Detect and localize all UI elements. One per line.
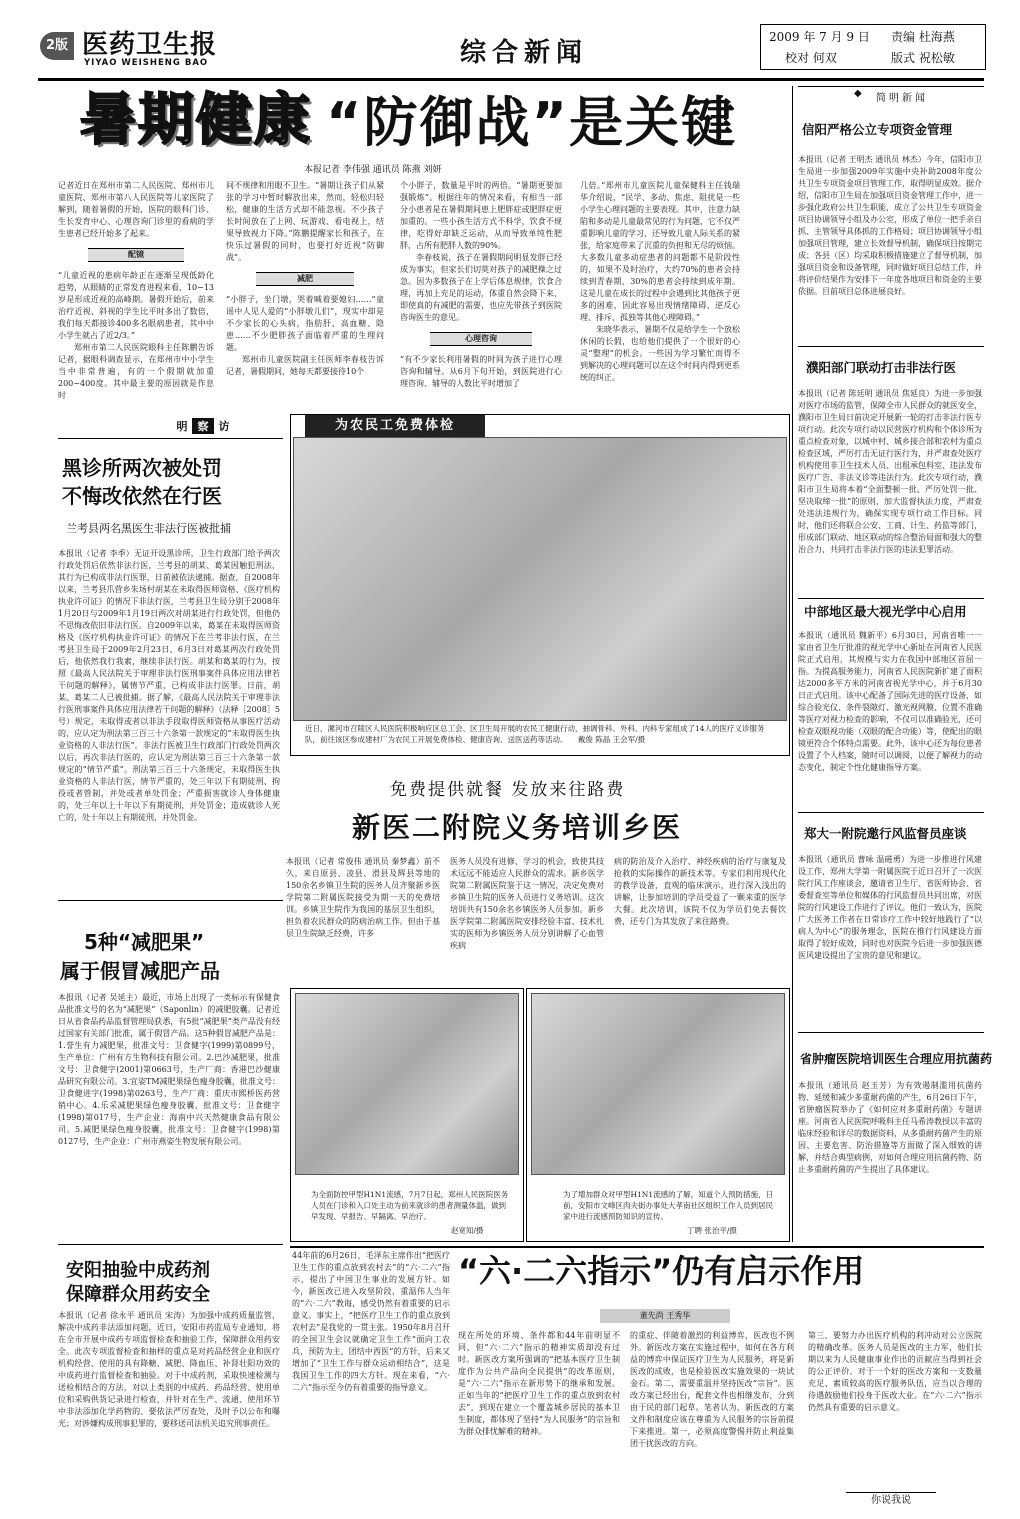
layout-credit: 版式 祝松敏 [891,51,955,65]
page-number-badge: 2版 [40,32,74,60]
col-text: “儿童近视的患病年龄正在逐渐呈现低龄化趋势，从眼睛的正常发育进程来看，10~13岁是形成近视的高峰期。暑假开始后，前来治疗近视、斜视的学生比平时多出了数倍，我们每天都接诊400多名眼病患者，其中中小学生就占了近2/3。” [58,271,214,340]
col-text: 个小胖子，数量是平时的两倍。“暑期更要加强锻炼”。根据往年的情况来看，有相当一部分小患者是在暑假期间患上肥胖症或肥胖症更加重的。一些小孩生活方式不科学，饮食不规律，吃得好却缺乏运动，从而导致单纯性肥胖，占所有肥胖人数的90%。 [400,181,562,250]
liuer-title: “六·二六指示”仍有启示作用 [458,1252,865,1290]
tag-char: 明 [176,420,188,433]
liuer-col2: 现在所处的环境、条件都和44年前明显不同，但“六·二六”指示的精神实质却没有过时。新医改方案所强调的“把基本医疗卫生制度作为公共产品向全民提供”的改革原则，是“六·二六”指示在新形势下的继承和发展。正如当年的“把医疗卫生工作的重点放到农村去”，到现在建立一个覆盖城乡居民的基本卫生制度，都体现了坚持“为人民服务”的宗旨和为群众排忧解难的精神。 [458,1331,620,1436]
col-text: 朱晓华表示，暑期不仅是给学生一个放松休闲的长假，也给他们提供了一个很好的心灵“整理”的机会。一些因为学习繁忙而得不到解决的心理问题可以在这个时间内得到更系统的纠正。 [580,325,740,382]
masthead [38,22,984,74]
brief-news-label: 简明新闻 [876,93,928,104]
col-text: “有不少家长利用暑假的时间为孩子进行心理咨询和辅导。从6月下旬开始，到医院进行心理咨询、辅导的人数比平时增加了 [400,355,562,388]
brief-body-2: 本报讯（记者 陈廷明 通讯员 焦延良）为进一步加强对医疗市场的监管，保障全市人民群众的就医安全，濮阳市卫生局日前决定开展新一轮的打击非法行医专项行动。此次专项行动以民营医疗机构和个体诊所为重点检查对象，以城中村、城乡接合部和农村为重点检查区域，严厉打击无证行医行为，并严肃查处医疗机构使用非卫生技术人员、出租承包科室、违法发布医疗广告、非法义诊等违法行为。此次专项行动，濮阳市卫生局将本着“全面整顿一批、严厉处罚一批、坚决取缔一批”的原则，加大监督执法力度，严肃查处违法违规行为，确保实现专项行动工作目标。同时，他们还将联合公安、工商、计生、药监等部门，形成部门联动、地区联动的综合整治局面和强大的整治合力，共同打击非法行医的违法犯罪活动。 [798,389,982,554]
liuer-footer-tag: 你说我说 [846,1492,936,1509]
divider [290,1246,984,1248]
training-col2: 医务人员没有进修、学习的机会，致使其技术远远不能适应人民群众的需求。新乡医学院第二附属医院鉴于这一情况，决定免费对乡镇卫生院的医务人员进行义务培训。这次培训共有150余名乡镇医务人员参加。新乡医学院第二附属医院安排经验丰富、技术扎实的医师为乡镇医务人员分别讲解了心血管疾病 [450,857,604,950]
brief-body-5: 本报讯（通讯员 赵玉芳）为有效遏制滥用抗菌药物、延缓和减少多重耐药菌的产生，6月26日下午，省肿瘤医院举办了《如何应对多重耐药菌》专题讲座。河南省人民医院呼吸科主任马希涛教授以丰富的临床经验和详尽的数据资料，从多重耐药菌产生的原因、主要危害、防治措施等方面做了深入细致的讲解，并结合典型病例，对如何合理应用抗菌药物、防止多重耐药菌的产生提出了具体建议。 [798,1081,982,1174]
investigation-tag [172,418,234,436]
liuer-col3: 的重症、伴随着激烈的利益博弈，医改也不例外。新医改方案在实施过程中，如何在各方利益的博弈中保证医疗卫生为人民服务，将是新医改的成败，也是检验医改实施效果的一块试金石。第二，需要重温并坚持医改“宗旨”。医改方案已经出台，配套文件也相继发布，分到由于民的部门起草。笔者认为，新医改的方案文件和制度应该在尊重为人民服务的宗旨前提下来推进。第一，必须高度警惕并防止利益集团干扰医改的方向。 [630,1331,794,1448]
subhead-counseling: 心理咨询 [430,332,532,346]
brief-news-header [798,86,984,103]
subhead-glasses: 配镜 [88,248,184,262]
main-story-col2 [226,180,384,408]
bottom-left-credit: 赵宽知/摄 [451,1226,484,1235]
subhead-weightloss: 减肥 [256,272,354,286]
divider [798,598,984,599]
liuer-byline: 董先尚 王秀华 [600,1309,730,1323]
anyang-body: 本报讯（记者 徐永平 通讯员 宋涛）为加强中成药质量监管，解决中成药非法添加问题，近日，安阳市药监局专业通知，将在全市开展中成药专项监督检查和抽验工作，保障群众用药安全。此次专项监督检查和抽样的重点是对药品经营企业和医疗机构经营、使用的具有降糖、减肥、降血压、补肾壮阳功效的中成药进行监督检查和抽验。对于中成药剂，采取快速检测与送检相结合的方法，对以上类别的中成药、药品经营、使用单位和采购供货记录进行检查，并针对在生产、流通、使用环节中非法添加化学药物的、要依法严厉查处，及时予以公布和曝光；对涉嫌构成刑事犯罪的，要移送司法机关追究刑事责任。 [58,1311,280,1428]
section-title: 综合新闻 [460,38,589,68]
main-story-byline: 本报记者 李伟强 通讯员 陈燕 刘妍 [304,165,442,175]
divider [58,1244,283,1245]
training-title: 新医二附院义务培训乡医 [352,811,683,844]
col-text: 记者近日在郑州市第二人民医院、郑州市儿童医院、郑州市第八人民医院等儿家医院了解到，随着暑假的开始，医院的眼科门诊、生长发育中心、心理咨询门诊里的看病的学生患者已经开始多了起来。 [58,181,214,238]
investigation-title-2: 不悔改依然在行医 [62,484,222,508]
reduce-fat-title-1: 5种“减肥果” [84,930,205,954]
main-story-kicker: 暑期健康 [80,88,312,153]
tag-char-dark: 察 [192,418,214,434]
col-text: 间不规律和用眼不卫生。“暑期让孩子们从紧张的学习中暂时解放出来，然而，轻松归轻松，健康的生活方式却不能忽视。不少孩子长时间放在了上网、玩游戏、看电视上，结果导致视力下降。”陈鹏提醒家长和孩子，在快乐过暑假的同时，也要打好近视“防御战”。 [226,181,384,262]
edition-info [760,24,986,70]
bottom-right-caption: 为了增加群众对甲型H1N1流感的了解，知道个人预防措施，日前，安阳市文峰区肉夫街办事处大孝南社区组织工作人员到居民家中进行流感预防知识的宣传。 [563,1190,774,1221]
investigation-subtitle: 兰考县两名黑医生非法行医被批捕 [66,522,231,535]
brief-body-3: 本报讯（通讯员 魏新平）6月30日，河南省唯一一家由省卫生厅批准的视光学中心新址在河南省人民医院正式启用，其规模与实力在我国中部地区首屈一指。为提高服务能力，河南省人民医院新扩建了面积达2000多平方米的河南省视光学中心，并于6月30日正式启用。该中心配备了国际先进的医疗设备，如综合验光仪、条件裂隙灯、激光视网膜、位置不准确等医疗对视力检查的影响，不仅可以准确验光，还可检查双眼视功能（双眼的配合功能）等，使配出的眼镜更符合个体特点需要。此外，该中心还为每位患者设置了个人档案，随时可以调阅，以便了解视力的动态变化，制定个性化健康指导方案。 [798,631,982,772]
liuer-col1: 44年前的6月26日，毛泽东主席作出“把医疗卫生工作的重点放到农村去”的“六·二六”指示，提出了中国卫生事业的发展方针。如今，新医改已进入攻坚阶段，重温伟人当年的“六·二六”教诲，感受仍然有着重要的启示意义。事实上，“把医疗卫生工作的重点放到农村去”是我党的一贯主张。1950年8月召开的全国卫生会议就确定卫生工作“面向工农兵，预防为主，团结中西医”的方针，后来又增加了“卫生工作与群众运动相结合”，这是我国卫生工作的四大方针。现在来看，“六·二六”指示至今仍有着重要的指导意义。 [292,1251,450,1392]
brief-title-2b: 濮阳部门联动打击非法行医 [806,360,957,375]
photo-credit: 戴俊 陈晶 王会军/摄 [577,735,646,744]
liuer-col4: 第三，要努力办出医疗机构的利冲动对公立医院的精确改革。医务人员是医改的主力军，他们长期以来为人民健康事业作出的贡献应当得到社会的公正评价。对于一个好的医改方案和一支数量充足、素质较高的医疗服务队伍，应当以合理的待遇鼓励他们投身于医改大业。在“六·二六”指示仍然具有重要的启示意义。 [808,1331,982,1412]
training-col1: 本报讯（记者 常俊伟 通讯员 秦梦鑫）前不久，来自原县、凌县、滑县及辉县等地的150余名乡镇卫生院的医务人员齐聚新乡医学院第二附属医院接受为期一天的免费培训。乡镇卫生院作为我国的基层卫生组织，担负着农民群众的防病治病工作。但由于基层卫生院缺乏经费，许多 [286,857,440,938]
reduce-fat-body: 本报讯（记者 吴延主）最近，市场上出现了一类标示有保健食品批准文号的名为“减肥果”（Saponlin）的减肥胶囊。记者近日从省食品药品监督管理局获悉，有5批“减肥果”类产品没有经过国家有关部门批准，属于假冒产品。这5种假冒减肥产品是：1.誉生有力减肥果，批准文号：卫食健字(1999)第0899号，生产单位：广州有方生物科技有限公司。2.巴沙减肥果，批准文号：卫食健字(2001)第0663号，生产厂商：香港巴沙健康品研究有限公司。3.宜姿TM减肥果绿色瘦身胶囊，批准文号：卫食健进字(1998)第0263号，生产厂商：重庆市熙桥医药营销中心。4.乐采减肥果绿色瘦身胶囊，批准文号：卫食健字(1998)第017号，生产企业：海南中兴天然健康食品有限公司。5.减肥果绿色瘦身胶囊，批准文号：卫食健字(1998)第0127号，生产企业：广州市燕姿生物发展有限公司。 [58,993,280,1146]
brief-title-1: 信阳严格公立专项资金管理 [802,122,953,137]
col-text: “小胖子，坐门墩，哭着喊着要媳妇……”童谣中人见人爱的“小胖墩儿们”，现实中却是不少家长的心头病，指肪肝、高血糖、隐患……不少肥胖孩子面临着严重的生理问题。 [226,295,384,352]
divider [58,438,283,439]
bottom-photo-left [290,988,524,1242]
main-story-col3 [400,180,562,408]
photo-story-banner: 为农民工免费体检 [305,415,485,437]
caption-text: 近日，漯河市召陵区人民医院积极响应区总工会、区卫生局开展的农民工健康行动，抽调骨科、外科、内科专家组成了14人的医疗义诊服务队，前往该区参成建材厂为农民工开展免费体检、健康咨询、送医送药等活动。 [305,724,765,744]
column-rule [792,86,793,1242]
paper-pinyin: YIYAO WEISHENG BAO [84,58,209,68]
reduce-fat-title-2: 属于假冒减肥产品 [60,959,220,983]
proof-credit: 校对 何双 [785,51,837,65]
brief-title-4: 郑大一附院邀行风监督员座谈 [804,826,967,841]
photo-story-caption [305,723,775,745]
brief-title-5: 省肿瘤医院培训医生合理应用抗菌药 [800,1052,993,1066]
anyang-title-2: 保障群众用药安全 [66,1284,210,1305]
photo-health-checkup [293,437,787,721]
divider [798,1032,984,1033]
brief-title-3: 中部地区最大视光学中心启用 [804,604,967,619]
main-story-title: “防御战”是关键 [326,91,737,154]
main-story-col1 [58,180,214,408]
paper-name: 医药卫生报 [82,30,218,60]
col-text: 李春枝说，孩子在暑假期间明显发胖已经成为事实，但家长们切莫对孩子的减肥操之过急。因为多数孩子在上学后体息规律，饮食合理，再加上充足的运动，体重自然会降下来，即使真的有减肥的需要，也应先带孩子到医院咨询医生的意见。 [400,253,562,322]
brief-body-1: 本报讯（记者 王明杰 通讯员 林杰）今年，信阳市卫生局进一步加强2009年实施中央补助2008年度公共卫生专项资金项目管理工作，取得明显成效。据介绍，信阳市卫生局在加强项目资金管理工作中，进一步强化政府公共卫生职能，成立了公共卫生专项资金项目协调领导小组及办公室，形成了单位一把手亲自抓、主管领导具体抓的工作格局；项目协调领导小组加强项目管理，建立长效督导机制，确保项目按期完成；各县（区）均采取积极措施建立了督导机制，加强项目资金和设备管理，同时做好项目总结工作，并将评价结果作为安排下一年度各地项目和资金的主要依据。目前项目总体进展良好。 [798,155,982,296]
diamond-icon: ◆ [854,88,862,99]
tag-char: 访 [218,420,230,433]
anyang-title-1: 安阳抽验中成药剂 [66,1260,210,1281]
investigation-body: 本报讯（记者 李季）无证开设黑诊所，卫生行政部门给予两次行政处罚后依然非法行医，兰考县的胡某、葛某因触犯刑法，其行为已构成非法行医罪，日前被依法逮捕。据查，自2008年以来，兰考县爪营乡朱场村胡某在未取得医师资格、《医疗机构执业许可证》的情况下非法行医，兰考县卫生局分别于2008年1月20日与2009年1月19日两次对胡某进行行政处罚，但他仍不思悔改依旧非法行医。自2009年以来，葛某在未取得医师资格及《医疗机构执业许可证》的情况下在兰考非法行医，在兰考县卫生局于2009年2月23日、6月3日对葛某两次行政处罚后，他依然我行我素，继续非法行医。胡某和葛某的行为，按照《最高人民法院关于审理非法行医刑事案件具体应用法律若干问题的解释》，属情节严重，已构成非法行医罪。日前，胡某、葛某二人已被批捕。据了解，《最高人民法院关于审理非法行医刑事案件具体应用法律若干问题的解释》（法释［2008］5号）规定，未取得或者以非法手段取得医师资格从事医疗活动的，应认定为刑法第三百三十六条第一款规定的“未取得医生执业资格的人非法行医”。非法行医被卫生行政部门行政处罚两次以后，再次非法行医的，应认定为刑法第三百三十六条第一款规定的“情节严重”。刑法第三百三十六条规定，未取得医生执业资格的人非法行医，情节严重的，处三年以下有期徒刑、拘役或者管制，并处或者单处罚金；严重损害就诊人身体健康的，处三年以上十年以下有期徒刑，并处罚金；造成就诊人死亡的，处十年以上有期徒刑，并处罚金。 [58,549,280,822]
editor-credit: 责编 杜海燕 [891,30,955,44]
header-rule [38,78,984,81]
issue-date: 2009 年 7 月 9 日 [769,30,870,44]
bottom-left-caption: 为全面防控甲型H1N1流感，7月7日起，郑州人民医院医务人员在门诊和入口处主动为前来就诊的患者测量体温，做到早发现、早报告、早隔离、早治疗。 [311,1190,509,1221]
divider [58,900,283,901]
main-story-col4 [580,180,740,408]
brief-news-column [798,86,993,1242]
divider [798,346,984,347]
investigation-title-1: 黑诊所两次被处罚 [62,456,222,480]
photo-story-frame [290,414,790,756]
photo-flu-prevention [531,993,785,1175]
training-col3: 病的防治及介入治疗、神经疾病的治疗与康复及抢救的实际操作的新技术等。专家们利用现代化的教学设备，直观的临床演示，进行深入浅出的讲解，让参加培训的学员受益了一颗来重的医学大餐。此次培训，该院不仅为学员们免去餐饮费，还专门为其发放了来往路费。 [614,857,786,926]
divider [798,812,984,813]
photo-temperature-check [295,993,519,1175]
col-text: 郑州市第二人民医院眼科主任陈鹏告诉记者，据眼科调查显示，在郑州市中小学生当中非常普遍，有的一个假期就加重200~400度。其中最主要的原因就是作息时 [58,343,214,400]
main-story [58,88,788,410]
col-text: 几倍。”郑州市儿童医院儿童保健科主任钱瑞华介绍说，“民学、多动、焦虑、阻扰是一些小学生心理问题的主要表现。其中，注意力缺陷和多动是儿童最常见的行为问题，它不仅严重影响儿童的学习，还导致儿童人际关系的紧张，给家庭带来了沉重的负担和无尽的烦恼。大多数儿童多动症患者的问题都不是阶段性的，如果不及时治疗，大约70%的患者会持续到青春期，30%的患者会持续到成年期。这是儿童在成长的过程中会遇到比其他孩子更多的困难，因此容易出现情绪障碍、逆反心理、排斥、孤独等其他心理障碍。” [580,181,740,322]
col-text: 郑州市儿童医院副主任医师李春枝告诉记者，暑假期间，她每天都要接待10个 [226,355,384,376]
training-kicker: 免费提供就餐 发放来往路费 [390,780,626,800]
bottom-photo-right [526,988,790,1242]
brief-body-4: 本报讯（通讯员 曹咏 温磁勇）为进一步推进行风建设工作，郑州大学第一附属医院于近日召开了一次医院行风工作座谈会，邀请省卫生厅、省医师协会、省委督查室等单位和媒体的行风监督员共同出席，对医院的行风建设工作进行了评议。他们一致认为，医院广大医务工作者在日常诊疗工作中较好地践行了“以病人为中心”的服务理念，医院在推行行风建设方面取得了较好成效，同时也对医院今后进一步加强医德医风建设提出了宝贵的意见和建议。 [798,855,982,960]
bottom-right-credit: 丁聘 张治平/摄 [687,1226,737,1235]
